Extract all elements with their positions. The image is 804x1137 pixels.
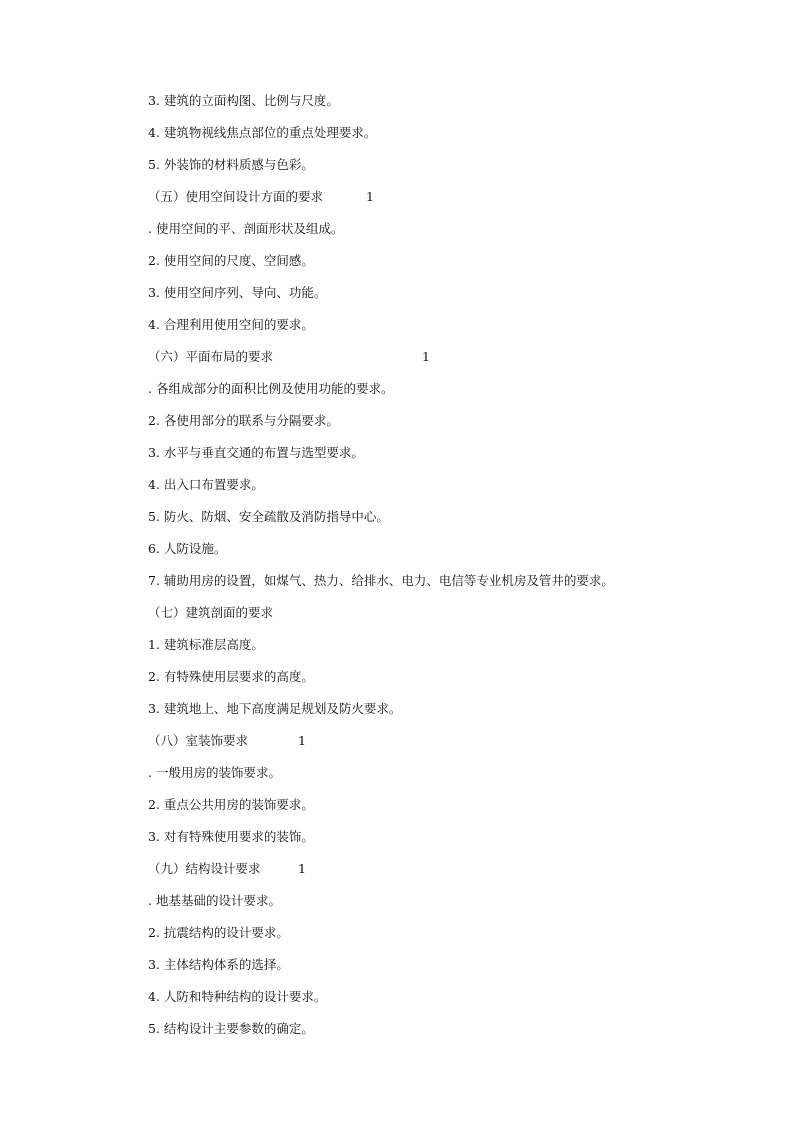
text-line: 4. 人防和特种结构的设计要求。 [148,989,327,1004]
section-heading: （五）使用空间设计方面的要求 1 [148,189,374,204]
text-line: 5. 结构设计主要参数的确定。 [148,1021,314,1036]
section-heading: （六）平面布局的要求 1 [148,349,430,364]
section-heading: （八）室装饰要求 1 [148,733,306,748]
text-line: 5. 防火、防烟、安全疏散及消防指导中心。 [148,509,389,524]
text-line: 4. 建筑物视线焦点部位的重点处理要求。 [148,125,377,140]
text-line: . 地基基础的设计要求。 [148,893,281,908]
trailing-number: 1 [422,349,430,364]
text-line: 4. 出入口布置要求。 [148,477,264,492]
text-line: 3. 建筑的立面构图、比例与尺度。 [148,93,339,108]
text-line: . 使用空间的平、剖面形状及组成。 [148,221,344,236]
trailing-number: 1 [298,733,306,748]
text-line: 2. 各使用部分的联系与分隔要求。 [148,413,339,428]
text-line: 3. 使用空间序列、导向、功能。 [148,285,327,300]
text-line: 3. 主体结构体系的选择。 [148,957,289,972]
text-line: 6. 人防设施。 [148,541,227,556]
text-line: 7. 辅助用房的设置，如煤气、热力、给排水、电力、电信等专业机房及管井的要求。 [148,573,614,588]
text-line: 1. 建筑标准层高度。 [148,637,264,652]
section-heading: （七）建筑剖面的要求 [148,605,274,620]
text-line: . 一般用房的装饰要求。 [148,765,281,780]
text-line: 2. 有特殊使用层要求的高度。 [148,669,314,684]
section-heading: （九）结构设计要求 1 [148,861,306,876]
text-line: . 各组成部分的面积比例及使用功能的要求。 [148,381,394,396]
text-line: 4. 合理利用使用空间的要求。 [148,317,314,332]
text-line: 2. 重点公共用房的装饰要求。 [148,797,314,812]
trailing-number: 1 [366,189,374,204]
text-line: 3. 对有特殊使用要求的装饰。 [148,829,314,844]
text-line: 2. 抗震结构的设计要求。 [148,925,289,940]
text-line: 3. 水平与垂直交通的布置与选型要求。 [148,445,364,460]
trailing-number: 1 [298,861,306,876]
text-line: 3. 建筑地上、地下高度满足规划及防火要求。 [148,701,402,716]
text-line: 2. 使用空间的尺度、空间感。 [148,253,314,268]
text-line: 5. 外装饰的材料质感与色彩。 [148,157,314,172]
